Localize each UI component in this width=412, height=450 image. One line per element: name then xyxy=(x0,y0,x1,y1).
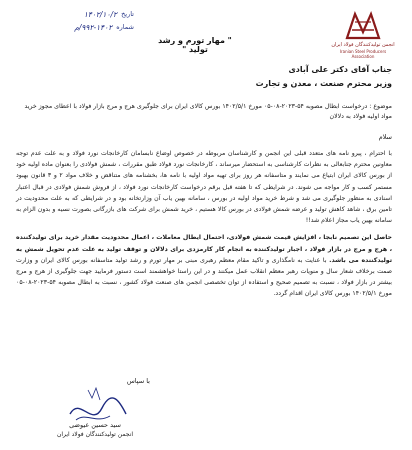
closing: با سپاس xyxy=(126,377,150,385)
addressee-title: وزیر محترم صنعت ، معدن و تجارت xyxy=(255,79,392,88)
date-label: تاریخ xyxy=(121,10,134,18)
paragraph-1: با احترام ، پیرو نامه های متعدد قبلی این انجمن و کارشناسان مربوطه در خصوص اوضاع نابسامان کارخانجات نورد فولاد و به علت عدم توجه معاونین محترم جنابعالی به نظرات کارشناسی به استحضار میرساند ، کارخانجات نورد فولاد طبق مقررات ، شمش فولادی را بعنوان ماده اولیه خود از بورس کالای ایران ابتیاع می نمایند و متاسفانه هر روز برای تهیه مواد اولیه با نامه ها، بخشنامه های متناقض و خلاف مواد ۲ و ۳ قانون بهبود مستمر کسب و کار مواجه می شوند. در شرایطی که تا هفته قبل برقم درخواست کارخانجات نورد فولاد ، از فروش شمش فولادی در قبال اعتبار اسنادی به منظور جلوگیری می شد و شرط خرید مواد اولیه در بورس ، سامانه بهین یاب آن وزارتخانه بود و در شرایطی که به علت محدودیت در تامین برق ، شاهد کاهش تولید و عرضه شمش فولادی در بورس کالا هستیم ، خرید شمش برای شرکت های بازرگانی بصورت نسیه و بدون الزام به سامانه بهین یاب مجاز اعلام شد!! xyxy=(16,150,392,225)
number-row xyxy=(14,21,134,34)
slogan: " مهار تورم و رشد تولید " xyxy=(158,36,232,54)
letter-body xyxy=(16,64,392,300)
date-value: ۱۴۰۲/۱۰/۲ xyxy=(83,10,118,19)
paragraph-2-rest: با عنایت به نامگذاری و تاکید مقام معظم رهبری مبنی بر مهار تورم و رشد تولید متاسفانه بورس کالای ایران و وزارت صمت برخلاف شعار سال و منویات رهبر معظم انقلاب عمل میکنند و در این راستا خواهشمند است دستور فرمایید جهت جلوگیری از هرج و مرج بیشتر در بازار فولاد ، نسبت به تصمیم صحیح و استفاده از توان تخصصی انجمن های صنعت فولاد کشور ، نسبت به ابطال مصوبه ۵۴-۲۰۲۳-۰۸-۰۵ مورخ ۱۴۰۲/۵/۱ بورس کالای ایران اقدام گردد. xyxy=(16,256,392,298)
signature-block xyxy=(40,376,150,446)
letter-subject: موضوع : درخواست ابطال مصوبه ۵۴-۲۰۲۳-۰۸-۰۵ مورخ ۱۴۰۲/۵/۱ بورس کالای ایران برای جلوگیری هرج و مرج بازار فولاد با اعطای مجوز خرید مواد اولیه فولاد به دلالان xyxy=(24,103,392,120)
signatory-name: سید حسین عیوضی xyxy=(69,421,121,429)
logo-name-fa: انجمن تولیدکنندگان فولاد ایران xyxy=(331,42,395,48)
number-label: شماره xyxy=(116,23,134,31)
number-value: ۹۹۲-۱۴۰۲/م xyxy=(74,23,113,32)
date-row xyxy=(14,8,134,21)
paragraph-2 xyxy=(16,232,392,299)
signatory-title: انجمن تولیدکنندگان فولاد ایران xyxy=(56,431,134,438)
addressee: جناب آقای دکتر علی آبادی xyxy=(288,65,392,74)
salutation: سلام xyxy=(378,133,392,141)
association-logo xyxy=(328,8,398,66)
steel-logo-icon xyxy=(341,8,385,42)
letter-meta xyxy=(14,8,134,34)
paragraph-2-bold: حاصل این تصمیم نابجا ، افزایش قیمت شمش فولادی، احتمال ایطال معاملات ، اعمال محدودیت مقدار خرید برای تولیدکننده ، هرج و مرج در بازار فولاد ، اجبار تولیدکننده به انجام کار کارمزدی برای دلالان و توقف تولید به علت عدم تحویل شمش به تولیدکننده می باشد. xyxy=(16,234,393,264)
logo-name-en: Iranian Steel Producers Association xyxy=(339,49,387,59)
association-stamp-icon xyxy=(62,384,134,440)
